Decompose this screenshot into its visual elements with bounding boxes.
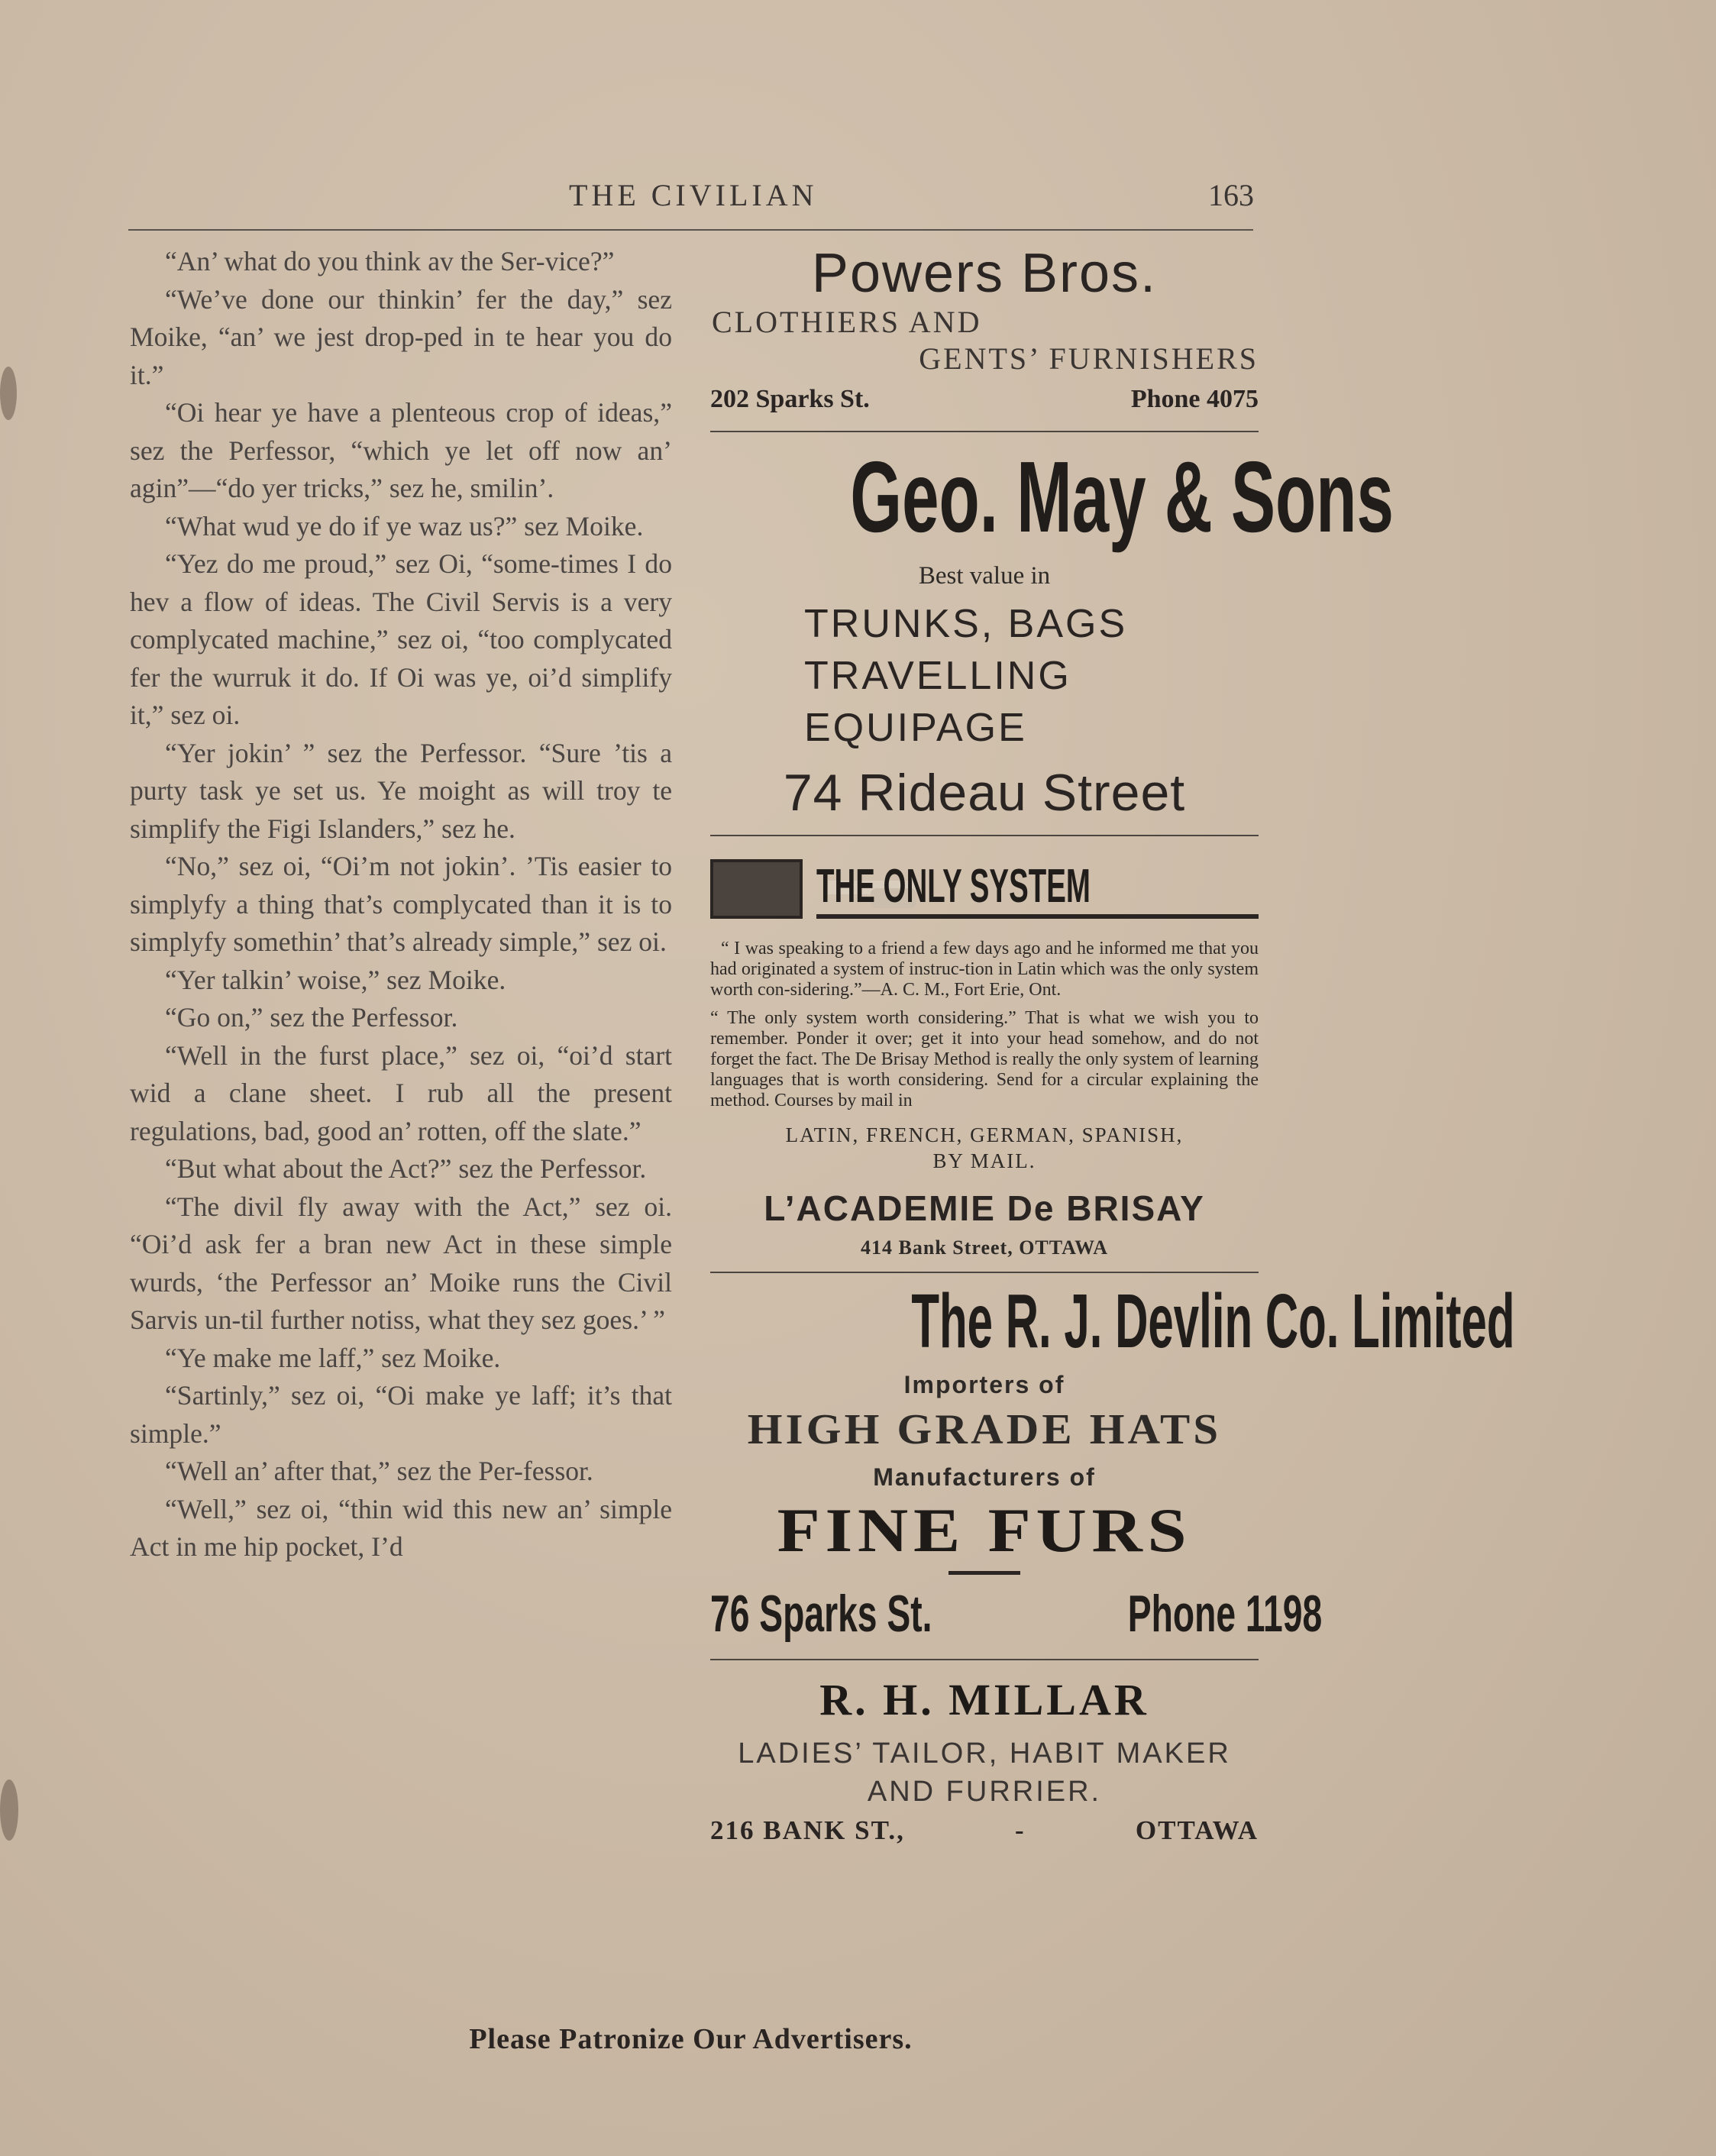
ad-powers-phone: Phone 4075 bbox=[1130, 385, 1259, 413]
paper-stain bbox=[0, 367, 17, 420]
ad-brisay-academy: L’ACADEMIE De BRISAY bbox=[764, 1188, 1205, 1228]
ad-devlin-name: The R. J. Devlin Co. Limited bbox=[911, 1278, 1515, 1364]
ad-de-brisay bbox=[710, 856, 1259, 1259]
ad-millar-line2: AND FURRIER. bbox=[867, 1776, 1102, 1808]
header-rule bbox=[128, 229, 1253, 231]
ad-powers-name: Powers Bros. bbox=[811, 243, 1158, 304]
footer-slogan: Please Patronize Our Advertisers. bbox=[469, 2023, 913, 2055]
ad-millar-line1: LADIES’ TAILOR, HABIT MAKER bbox=[738, 1737, 1231, 1770]
ad-divider bbox=[710, 1272, 1259, 1273]
story-paragraph: “Well an’ after that,” sez the Per-fessor. bbox=[165, 1456, 593, 1486]
ad-devlin-importers: Importers of bbox=[903, 1371, 1065, 1398]
ad-devlin bbox=[710, 1278, 1515, 1644]
ad-brisay-languages: LATIN, FRENCH, GERMAN, SPANISH, bbox=[785, 1123, 1184, 1146]
story-paragraph: “An’ what do you think av the Ser-vice?” bbox=[165, 246, 615, 276]
pointing-hand-icon bbox=[710, 859, 803, 919]
ad-devlin-address: 76 Sparks St. bbox=[710, 1585, 932, 1643]
ad-divider bbox=[710, 835, 1259, 836]
advertisements-column bbox=[710, 243, 1515, 1846]
ad-divider bbox=[710, 1659, 1259, 1660]
ad-geomay-item: TRAVELLING bbox=[804, 654, 1071, 698]
ad-geomay-sub: Best value in bbox=[918, 562, 1051, 590]
ad-powers-address: 202 Sparks St. bbox=[710, 385, 870, 413]
ad-powers-bros bbox=[710, 243, 1259, 414]
ad-brisay-by-mail: BY MAIL. bbox=[932, 1149, 1036, 1172]
ad-devlin-phone: Phone 1198 bbox=[1127, 1585, 1323, 1643]
story-paragraph: “The divil fly away with the Act,” sez oi. “Oi’d ask fer a bran new Act in these simple wurds, ‘the Perfessor an’ Moike runs the Civil Sarvis un-til further notiss, what they sez goes.’ ” bbox=[130, 1191, 672, 1335]
story-paragraph: “What wud ye do if ye waz us?” sez Moike. bbox=[165, 510, 644, 541]
ad-powers-line1: CLOTHIERS AND bbox=[712, 305, 982, 339]
ad-devlin-dash bbox=[948, 1571, 1020, 1575]
story-column bbox=[130, 243, 672, 1566]
story-paragraph: “Sartinly,” sez oi, “Oi make ye laff; it’s that simple.” bbox=[130, 1380, 672, 1449]
ad-millar-dash: - bbox=[1015, 1815, 1026, 1845]
ad-divider bbox=[710, 431, 1259, 432]
story-paragraph: “Go on,” sez the Perfessor. bbox=[165, 1002, 458, 1033]
ad-geomay-address: 74 Rideau Street bbox=[783, 764, 1186, 822]
ad-devlin-furs: FINE FURS bbox=[777, 1495, 1192, 1565]
ad-powers-line2: GENTS’ FURNISHERS bbox=[919, 341, 1259, 376]
page-number: 163 bbox=[1208, 178, 1254, 212]
ad-brisay-quote2: “ The only system worth considering.” That is what we wish you to remember. Ponder it over; get it into your head somehow, and do not forget the fact. The De Brisay Method is really the only system of learning languages that is worth considering. Send for a circular explaining the method. Courses by mail in bbox=[710, 1008, 1259, 1110]
ad-geomay-item: TRUNKS, BAGS bbox=[804, 602, 1128, 646]
ad-brisay-title: THE ONLY SYSTEM bbox=[816, 859, 1091, 913]
ad-millar bbox=[710, 1674, 1259, 1846]
story-paragraph: “Yer talkin’ woise,” sez Moike. bbox=[165, 964, 506, 995]
ad-brisay-quote1: “ I was speaking to a friend a few days ago and he informed me that you had originated a system of instruc-tion in Latin which was the only system worth con-sidering.”—A. C. M., Fort Erie, Ont. bbox=[710, 939, 1259, 1000]
story-paragraph: “Well in the furst place,” sez oi, “oi’d start wid a clane sheet. I rub all the present regulations, bad, good an’ rotten, off the slate.” bbox=[130, 1039, 672, 1146]
ad-geo-may bbox=[710, 440, 1394, 823]
paper-stain bbox=[0, 1779, 18, 1841]
ad-devlin-hats: HIGH GRADE HATS bbox=[747, 1406, 1222, 1453]
story-paragraph: “Yer jokin’ ” sez the Perfessor. “Sure ’tis a purty task ye set us. Ye moight as will troy te simplify the Figi Islanders,” sez he. bbox=[130, 737, 672, 844]
ad-millar-address: 216 BANK ST., bbox=[710, 1815, 905, 1845]
story-paragraph: “Ye make me laff,” sez Moike. bbox=[165, 1342, 501, 1373]
ad-devlin-manufacturers: Manufacturers of bbox=[873, 1463, 1096, 1491]
running-header-title: THE CIVILIAN bbox=[569, 178, 818, 212]
ad-millar-name: R. H. MILLAR bbox=[819, 1675, 1149, 1724]
story-paragraph: “Well,” sez oi, “thin wid this new an’ simple Act in me hip pocket, I’d bbox=[130, 1493, 672, 1562]
story-paragraph: “We’ve done our thinkin’ fer the day,” sez Moike, “an’ we jest drop-ped in te hear you do it.” bbox=[130, 283, 672, 390]
story-paragraph: “No,” sez oi, “Oi’m not jokin’. ’Tis easier to simplyfy a thing that’s complycated than it is to simplyfy somethin’ that’s already simple,” sez oi. bbox=[130, 851, 672, 957]
ad-geomay-name: Geo. May & Sons bbox=[850, 441, 1394, 553]
story-paragraph: “But what about the Act?” sez the Perfessor. bbox=[165, 1153, 647, 1184]
story-paragraph: “Oi hear ye have a plenteous crop of ideas,” sez the Perfessor, “which ye let off now an’ agin”—“do yer tricks,” sez he, smilin’. bbox=[130, 397, 672, 503]
ad-millar-city: OTTAWA bbox=[1135, 1815, 1259, 1845]
ad-geomay-item: EQUIPAGE bbox=[804, 706, 1027, 750]
story-paragraph: “Yez do me proud,” sez Oi, “some-times I do hev a flow of ideas. The Civil Servis is a very complycated machine,” sez oi, “too complycated fer the wurruk it do. If Oi was ye, oi’d simplify it,” sez oi. bbox=[130, 548, 672, 730]
ad-brisay-address: 414 Bank Street, OTTAWA bbox=[861, 1236, 1108, 1259]
